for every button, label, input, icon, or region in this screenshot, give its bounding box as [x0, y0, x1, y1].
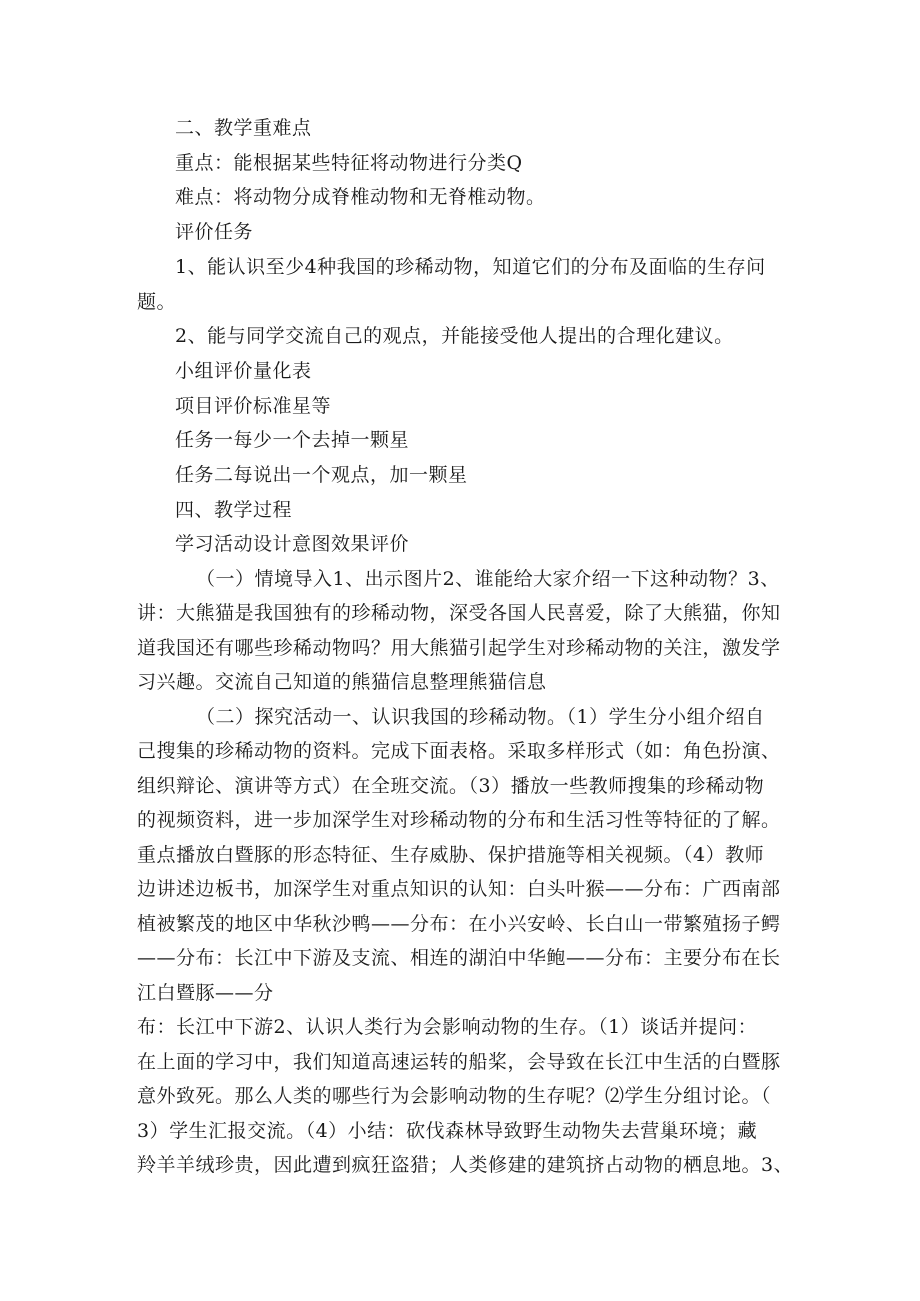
paragraph-intro-line-4: 习兴趣。交流自己知道的熊猫信息整理熊猫信息 [137, 671, 547, 693]
eval-table-row-2: 任务二每说出一个观点，加一颗星 [175, 464, 468, 486]
paragraph-human-impact-line-2: 在上面的学习中，我们知道高速运转的船桨，会导致在长江中生活的白暨豚 [137, 1051, 781, 1073]
key-point-line: 重点：能根据某些特征将动物进行分类Q [175, 152, 523, 174]
paragraph-explore-line-4: 的视频资料，进一步加深学生对珍稀动物的分布和生活习性等特征的了解。 [137, 809, 781, 831]
eval-table-row-1: 任务一每少一个去掉一颗星 [175, 429, 410, 451]
eval-table-header: 项目评价标准星等 [175, 395, 332, 417]
task-one-continuation: 题。 [137, 291, 177, 313]
paragraph-intro-line-3: 道我国还有哪些珍稀动物吗？用大熊猫引起学生对珍稀动物的关注，激发学 [137, 637, 781, 659]
paragraph-explore-line-9: 江白暨豚——分 [137, 982, 274, 1004]
paragraph-intro-line-2: 讲：大熊猫是我国独有的珍稀动物，深受各国人民喜爱，除了大熊猫，你知 [137, 602, 781, 624]
group-eval-table-title: 小组评价量化表 [175, 360, 312, 382]
process-table-header: 学习活动设计意图效果评价 [175, 533, 410, 555]
paragraph-explore-line-5: 重点播放白暨豚的形态特征、生存威胁、保护措施等相关视频。（4）教师 [137, 844, 765, 866]
paragraph-human-impact-line-5: 羚羊羊绒珍贵，因此遭到疯狂盗猎；人类修建的建筑挤占动物的栖息地。3、 [137, 1154, 794, 1176]
paragraph-intro-line-1: （一）情境导入1、出示图片2、谁能给大家介绍一下这种动物？3、 [196, 568, 780, 590]
task-one-line: 1、能认识至少4种我国的珍稀动物，知道它们的分布及面临的生存问 [175, 256, 766, 278]
paragraph-explore-line-7: 植被繁茂的地区中华秋沙鸭——分布：在小兴安岭、长白山一带繁殖扬子鳄 [137, 913, 781, 935]
difficult-point-line: 难点：将动物分成脊椎动物和无脊椎动物。 [175, 186, 546, 208]
paragraph-explore-line-6: 边讲述边板书，加深学生对重点知识的认知：白头叶猴——分布：广西南部 [137, 878, 781, 900]
task-two-line: 2、能与同学交流自己的观点，并能接受他人提出的合理化建议。 [175, 325, 734, 347]
paragraph-explore-line-1: （二）探究活动一、认识我国的珍稀动物。（1）学生分小组介绍自 [196, 706, 765, 728]
heading-teaching-key-points: 二、教学重难点 [175, 117, 312, 139]
paragraph-explore-line-3: 组织辩论、演讲等方式）在全班交流。（3）播放一些教师搜集的珍稀动物 [137, 775, 765, 797]
paragraph-explore-line-8: ——分布：长江中下游及支流、相连的湖泊中华鲍——分布：主要分布在长 [137, 947, 781, 969]
heading-evaluation-tasks: 评价任务 [175, 221, 254, 243]
heading-teaching-process: 四、教学过程 [175, 499, 293, 521]
paragraph-human-impact-line-1: 布：长江中下游2、认识人类行为会影响动物的生存。（1）谈话并提问： [137, 1016, 758, 1038]
paragraph-explore-line-2: 己搜集的珍稀动物的资料。完成下面表格。采取多样形式（如：角色扮演、 [137, 740, 781, 762]
paragraph-human-impact-line-3: 意外致死。那么人类的哪些行为会影响动物的生存呢？⑵学生分组讨论。（ [137, 1085, 772, 1107]
paragraph-human-impact-line-4: 3）学生汇报交流。（4）小结：砍伐森林导致野生动物失去营巢环境；藏 [137, 1120, 758, 1142]
